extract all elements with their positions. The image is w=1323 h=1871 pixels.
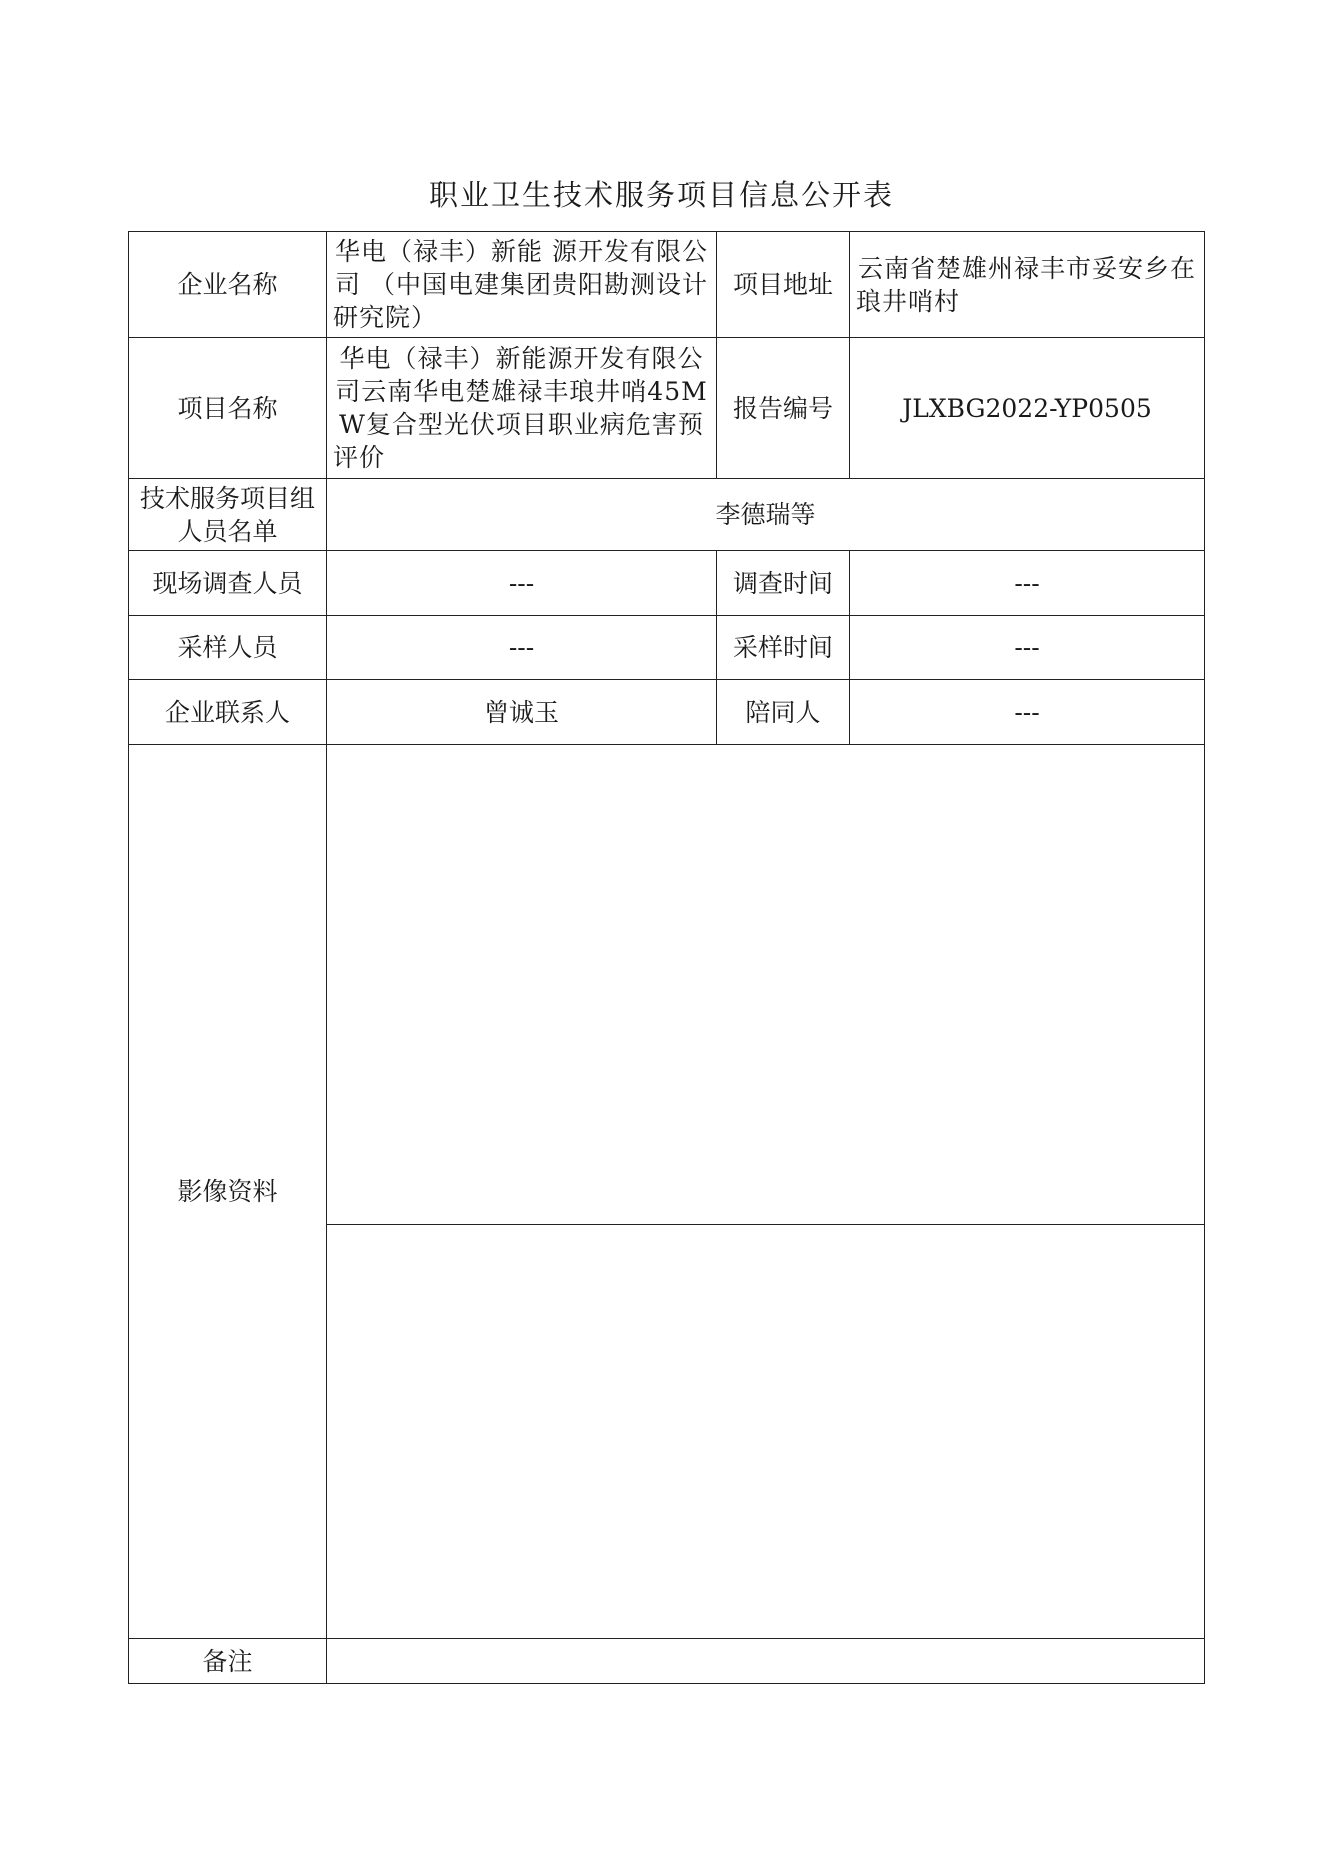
sampling-time-value: --- (850, 616, 1205, 680)
images-label: 影像资料 (129, 745, 327, 1639)
project-address-label: 项目地址 (717, 232, 850, 338)
report-number-label: 报告编号 (717, 338, 850, 479)
companion-label: 陪同人 (717, 680, 850, 745)
survey-staff-value: --- (327, 551, 717, 616)
row-sampling (129, 616, 1205, 680)
project-address-value: 云南省楚雄州禄丰市妥安乡在琅井哨村 (850, 232, 1205, 338)
image-slot-2 (327, 1225, 1205, 1639)
remarks-value (327, 1639, 1205, 1684)
survey-time-label: 调查时间 (717, 551, 850, 616)
team-value: 李德瑞等 (327, 479, 1205, 551)
project-name-value: 华电（禄丰）新能源开发有限公司云南华电楚雄禄丰琅井哨45MW复合型光伏项目职业病危害预评价 (327, 338, 717, 479)
row-remarks (129, 1639, 1205, 1684)
survey-staff-label: 现场调查人员 (129, 551, 327, 616)
company-name-label: 企业名称 (129, 232, 327, 338)
info-table (128, 231, 1205, 1684)
contact-label: 企业联系人 (129, 680, 327, 745)
project-name-label: 项目名称 (129, 338, 327, 479)
sampling-staff-label: 采样人员 (129, 616, 327, 680)
sampling-staff-value: --- (327, 616, 717, 680)
team-label: 技术服务项目组人员名单 (129, 479, 327, 551)
row-survey (129, 551, 1205, 616)
remarks-label: 备注 (129, 1639, 327, 1684)
contact-value: 曾诚玉 (327, 680, 717, 745)
survey-time-value: --- (850, 551, 1205, 616)
row-team (129, 479, 1205, 551)
company-name-value: 华电（禄丰）新能 源开发有限公司 （中国电建集团贵阳勘测设计研究院） (327, 232, 717, 338)
row-contact (129, 680, 1205, 745)
page-title: 职业卫生技术服务项目信息公开表 (428, 178, 894, 212)
row-project (129, 338, 1205, 479)
sampling-time-label: 采样时间 (717, 616, 850, 680)
report-number-value: JLXBG2022-YP0505 (850, 338, 1205, 479)
companion-value: --- (850, 680, 1205, 745)
row-company (129, 232, 1205, 338)
image-slot-1 (327, 745, 1205, 1225)
row-images-1 (129, 745, 1205, 1225)
